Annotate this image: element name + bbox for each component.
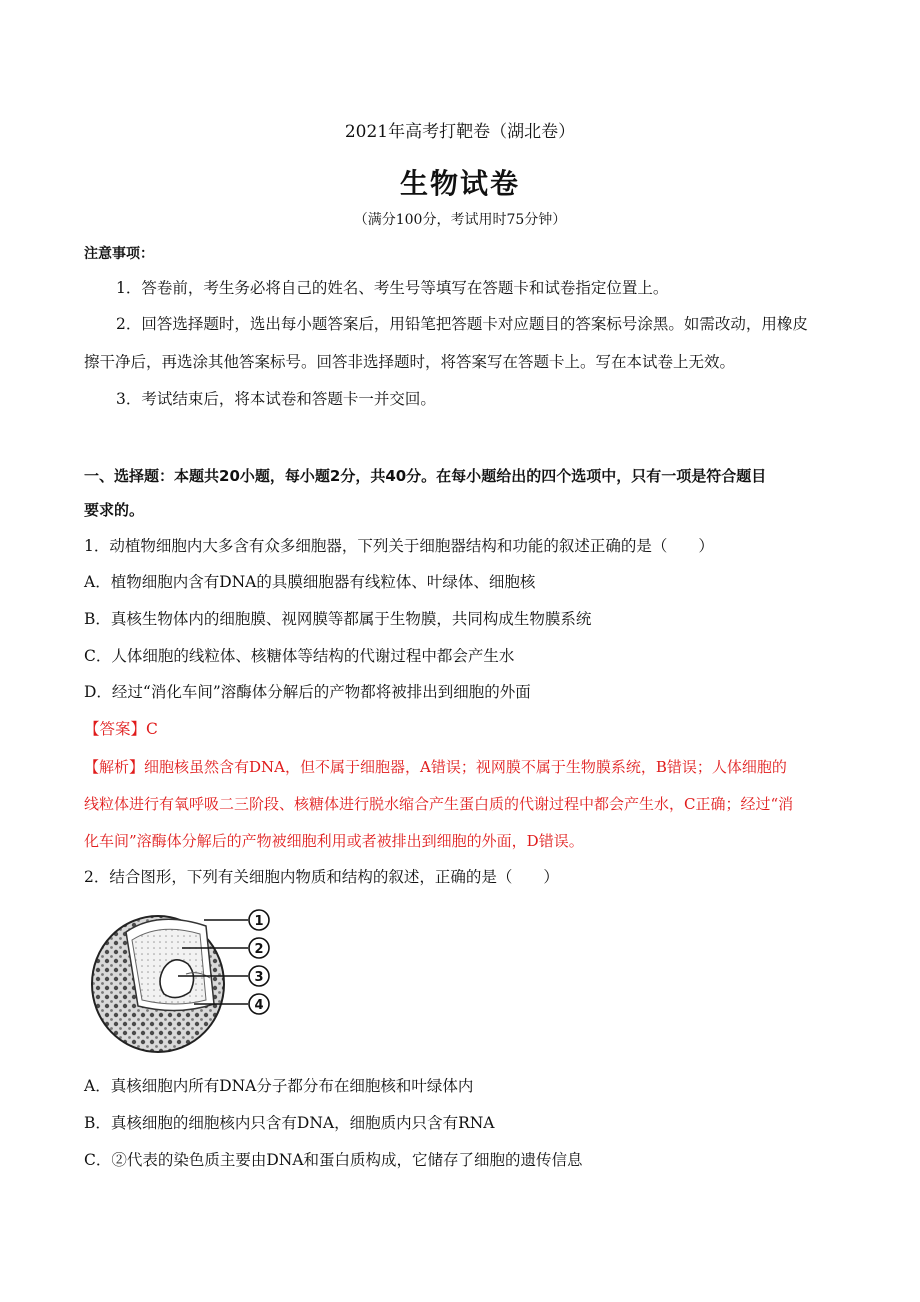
q1-answer: 【答案】C <box>84 720 158 738</box>
q1-analysis-line-1: 【解析】细胞核虽然含有DNA，但不属于细胞器，A错误；视网膜不属于生物膜系统，B错误；人体细胞的 <box>84 758 787 776</box>
q1-option-c: C．人体细胞的线粒体、核糖体等结构的代谢过程中都会产生水 <box>84 647 515 665</box>
cell-body <box>92 916 224 1052</box>
q2-option-b: B．真核细胞的细胞核内只含有DNA，细胞质内只含有RNA <box>84 1114 495 1132</box>
section-1-heading-line-2: 要求的。 <box>84 501 145 519</box>
figure-label-3: 3 <box>254 970 264 985</box>
section-1-heading-line-1: 一、选择题：本题共20小题，每小题2分，共40分。在每小题给出的四个选项中，只有一项是符合题目 <box>84 467 767 485</box>
q2-stem: 2．结合图形，下列有关细胞内物质和结构的叙述，正确的是（ ） <box>84 868 559 886</box>
exam-title: 2021年高考打靶卷（湖北卷） <box>344 122 576 142</box>
figure-label-1: 1 <box>254 914 264 929</box>
subject-title: 生物试卷 <box>399 167 520 200</box>
notes-heading: 注意事项： <box>84 246 154 262</box>
figure-label-4: 4 <box>254 998 264 1013</box>
notes-item-1: 1．答卷前，考生务必将自己的姓名、考生号等填写在答题卡和试卷指定位置上。 <box>116 279 669 297</box>
q1-option-b: B．真核生物体内的细胞膜、视网膜等都属于生物膜，共同构成生物膜系统 <box>84 610 592 628</box>
q1-analysis-line-3: 化车间”溶酶体分解后的产物被细胞利用或者被排出到细胞的外面，D错误。 <box>84 832 584 850</box>
score-note: （满分100分，考试用时75分钟） <box>353 212 567 228</box>
q1-analysis-line-2: 线粒体进行有氧呼吸二三阶段、核糖体进行脱水缩合产生蛋白质的代谢过程中都会产生水，C正确；经过“消 <box>84 795 794 813</box>
notes-item-3: 3．考试结束后，将本试卷和答题卡一并交回。 <box>116 390 436 408</box>
q1-stem: 1．动植物细胞内大多含有众多细胞器，下列关于细胞器结构和功能的叙述正确的是（ ） <box>84 537 714 555</box>
cell-nucleus-figure <box>86 904 286 1056</box>
q1-option-d: D．经过“消化车间”溶酶体分解后的产物都将被排出到细胞的外面 <box>84 683 531 701</box>
q2-option-a: A．真核细胞内所有DNA分子都分布在细胞核和叶绿体内 <box>84 1077 474 1095</box>
figure-label-2: 2 <box>254 942 264 957</box>
q2-option-c: C．②代表的染色质主要由DNA和蛋白质构成，它储存了细胞的遗传信息 <box>84 1151 583 1169</box>
notes-item-2-line-1: 2．回答选择题时，选出每小题答案后，用铅笔把答题卡对应题目的答案标号涂黑。如需改动，用橡皮 <box>116 315 808 333</box>
notes-item-2-line-2: 擦干净后，再选涂其他答案标号。回答非选择题时，将答案写在答题卡上。写在本试卷上无效。 <box>84 353 736 371</box>
q1-option-a: A．植物细胞内含有DNA的具膜细胞器有线粒体、叶绿体、细胞核 <box>84 573 536 591</box>
